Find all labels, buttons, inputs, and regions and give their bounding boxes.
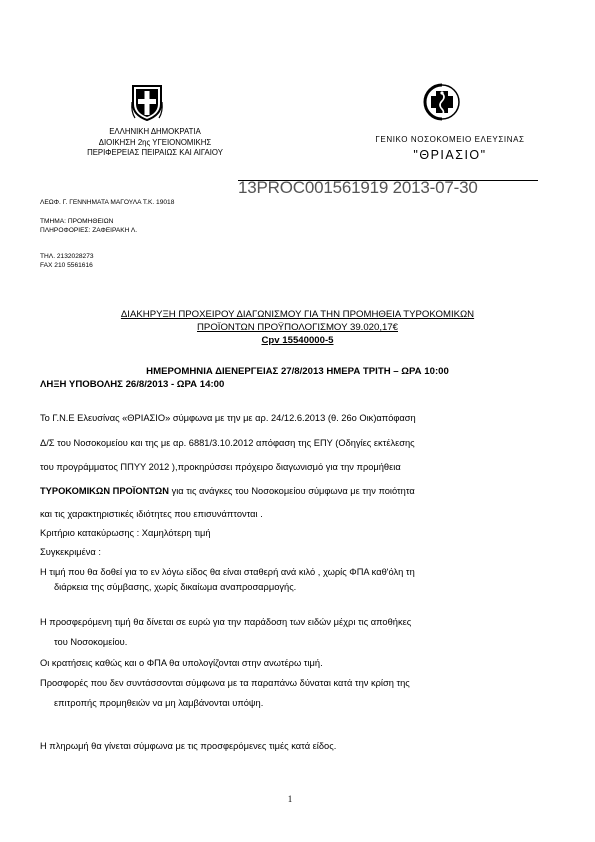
product-name: ΤΥΡΟΚΟΜΙΚΩΝ ΠΡΟΪΟΝΤΩΝ	[40, 486, 169, 496]
contact-address: ΛΕΩΦ. Γ. ΓΕΝΝΗΜΑΤΑ ΜΑΓΟΥΛΑ Τ.Κ. 19018	[40, 199, 175, 206]
body-p2-line-2: διάρκεια της σύμβασης, χωρίς δικαίωμα αναπροσαρμογής.	[54, 582, 297, 592]
protocol-stamp: 13PROC001561919 2013-07-30	[238, 178, 478, 197]
specifically-label: Συγκεκριμένα :	[40, 547, 101, 557]
hospital-line: ΓΕΝΙΚΟ ΝΟΣΟΚΟΜΕΙΟ ΕΛΕΥΣΙΝΑΣ	[375, 135, 525, 144]
contact-info: ΠΛΗΡΟΦΟΡΙΕΣ: ΖΑΦΕΙΡΑΚΗ Λ.	[40, 227, 138, 234]
notice-cpv: Cpv 15540000-5	[261, 335, 334, 346]
body-p1-line-5: και τις χαρακτηριστικές ιδιότητες που επισυνάπτονται .	[40, 509, 263, 519]
tender-date-line: ΗΜΕΡΟΜΗΝΙΑ ΔΙΕΝΕΡΓΕΙΑΣ 27/8/2013 ΗΜΕΡΑ ΤΡΙΤΗ – ΩΡΑ 10:00	[146, 366, 449, 377]
body-p4: Οι κρατήσεις καθώς και ο ΦΠΑ θα υπολογίζονται στην ανωτέρω τιμή.	[40, 658, 323, 668]
hospital-block	[345, 135, 555, 162]
page-number: 1	[287, 794, 293, 804]
award-criterion: Κριτήριο κατακύρωσης : Χαμηλότερη τιμή	[40, 528, 211, 538]
body-p5-line-1: Προσφορές που δεν συντάσσονται σύμφωνα με τα παραπάνω δύναται κατά την κρίση της	[40, 678, 410, 688]
body-p3-line-2: του Νοσοκομείου.	[54, 637, 128, 647]
issuer-block	[40, 127, 270, 159]
body-p1-line-1: Το Γ.Ν.Ε Ελευσίνας «ΘΡΙΑΣΙΟ» σύμφωνα με την με αρ. 24/12.6.2013 (θ. 26ο Οικ)απόφαση	[40, 413, 416, 423]
contact-department: ΤΜΗΜΑ: ΠΡΟΜΗΘΕΙΩΝ	[40, 218, 114, 225]
issuer-line-3: ΠΕΡΙΦΕΡΕΙΑΣ ΠΕΙΡΑΙΩΣ ΚΑΙ ΑΙΓΑΙΟΥ	[87, 148, 223, 157]
greek-emblem-icon	[130, 82, 164, 122]
issuer-line-2: ΔΙΟΙΚΗΣΗ 2ης ΥΓΕΙΟΝΟΜΙΚΗΣ	[98, 137, 212, 147]
header-divider	[238, 180, 538, 181]
body-p3-line-1: Η προσφερόμενη τιμή θα δίνεται σε ευρώ για την παράδοση των ειδών μέχρι τις αποθήκες	[40, 617, 412, 627]
body-p1-line-4	[40, 486, 540, 496]
notice-title-line-1: ΔΙΑΚΗΡΥΞΗ ΠΡΟΧΕΙΡΟΥ ΔΙΑΓΩΝΙΣΜΟΥ ΓΙΑ ΤΗΝ ΠΡΟΜΗΘΕΙΑ ΤΥΡΟΚΟΜΙΚΩΝ	[120, 309, 475, 320]
body-p1-line-4-rest: για τις ανάγκες του Νοσοκομείου σύμφωνα με την ποιότητα	[168, 486, 415, 496]
body-p5-line-2: επιτροπής προμηθειών να μη λαμβάνονται υπόψη.	[54, 698, 264, 708]
body-p2-line-1: Η τιμή που θα δοθεί για το εν λόγω είδος θα είναι σταθερή ανά κιλό , χωρίς ΦΠΑ καθ'όλη τη	[40, 567, 415, 577]
body-p1-line-2: Δ/Σ του Νοσοκομείου και της με αρ. 6881/3.10.2012 απόφαση της ΕΠΥ (Οδηγίες εκτέλεσης	[40, 438, 415, 448]
hospital-name: "ΘΡΙΑΣΙΟ"	[413, 148, 487, 162]
body-p6: Η πληρωμή θα γίνεται σύμφωνα με τις προσφερόμενες τιμές κατά είδος.	[40, 741, 337, 751]
body-p1-line-3: του προγράμματος ΠΠΥΥ 2012 ),προκηρύσσει πρόχειρο διαγωνισμό για την προμήθεια	[40, 462, 401, 472]
contact-phone: ΤΗΛ. 2132028273	[40, 253, 94, 260]
hospital-logo-icon	[421, 82, 463, 122]
issuer-line-1: ΕΛΛΗΝΙΚΗ ΔΗΜΟΚΡΑΤΙΑ	[109, 127, 201, 136]
contact-fax: FAX 210 5561616	[40, 262, 93, 269]
notice-title-line-2: ΠΡΟΪΟΝΤΩΝ ΠΡΟΫΠΟΛΟΓΙΣΜΟΥ 39.020,17€	[197, 322, 398, 333]
submission-deadline: ΛΗΞΗ ΥΠΟΒΟΛΗΣ 26/8/2013 - ΩΡΑ 14:00	[40, 379, 225, 390]
